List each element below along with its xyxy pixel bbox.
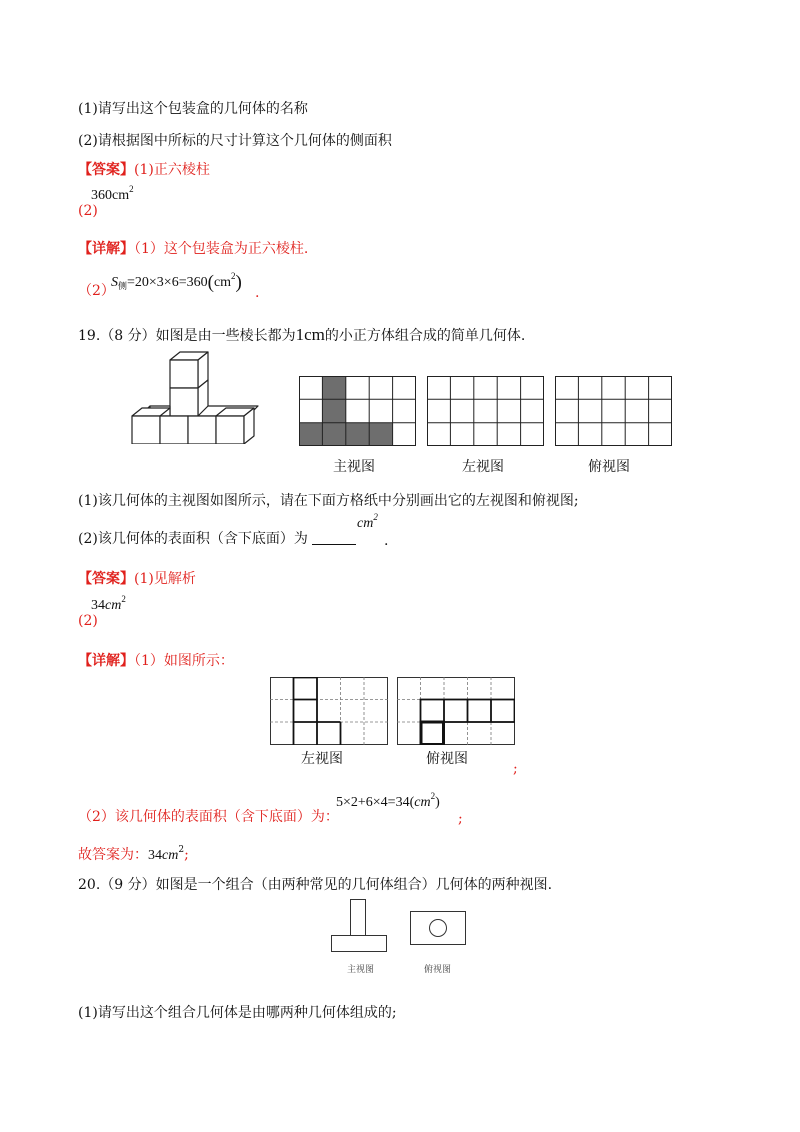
q19-answer: 【答案】(1)见解析: [78, 571, 196, 587]
q18-detail2-end: .: [255, 285, 260, 301]
q19-part2: (2)该几何体的表面积（含下底面）为: [78, 530, 360, 548]
q19-answer2-prefix: (2): [78, 613, 98, 629]
q19-stem: 19.（8 分）如图是由一些棱长都为1cm的小正方体组合成的简单几何体.: [78, 325, 526, 344]
answer-part1: (1)正六棱柱: [134, 162, 210, 178]
q19-front-view-grid: [299, 376, 416, 446]
q18-answer: [78, 161, 210, 179]
q19-label-top: 俯视图: [588, 458, 630, 474]
q20-label-top: 俯视图: [424, 965, 452, 975]
q18-detail1: 【详解】（1）这个包装盒为正六棱柱.: [78, 241, 309, 257]
q19-top-view-grid: [555, 376, 672, 446]
q19-detail2-end: ;: [458, 811, 463, 827]
q18-answer2-prefix: (2): [78, 203, 98, 219]
q19-final: 故答案为：$34cm^2$;: [78, 845, 189, 863]
q19-edge-length: 1cm: [295, 325, 325, 344]
q19-label-left: 左视图: [462, 458, 504, 474]
q19-detail2-formula: $5\times 2+6\times 4=34(cm^2)$: [336, 791, 440, 810]
q19-part1: (1)该几何体的主视图如图所示，请在下面方格纸中分别画出它的左视图和俯视图;: [78, 493, 579, 509]
answer-blank: [312, 532, 356, 545]
q19-detail-left-view: [270, 677, 388, 745]
q18-part2: (2)请根据图中所标的尺寸计算这个几何体的侧面积: [78, 133, 392, 149]
q18-part1: (1)请写出这个包装盒的几何体的名称: [78, 101, 308, 117]
q20-part1: (1)请写出这个组合几何体是由哪两种几何体组成的;: [78, 1005, 397, 1021]
q19-detail-left-label: 左视图: [301, 750, 343, 766]
answer-label: 【答案】: [78, 162, 134, 178]
q19-part2-unit: $cm^2$: [357, 512, 378, 531]
q20-stem: 20.（9 分）如图是一个组合（由两种常见的几何体组合）几何体的两种视图.: [78, 877, 553, 893]
q18-answer2-value: $360cm^2$: [91, 184, 134, 203]
q19-detail2: （2）该几何体的表面积（含下底面）为：: [78, 809, 339, 825]
q19-part2-end: .: [384, 533, 389, 549]
q18-detail2-prefix: （2）: [78, 283, 115, 299]
q20-label-front: 主视图: [347, 965, 375, 975]
detail-label: 【详解】: [78, 241, 134, 257]
q19-detail-top-label: 俯视图: [426, 750, 468, 766]
q20-front-view: [330, 898, 390, 954]
q19-label-front: 主视图: [333, 458, 375, 474]
q19-detail-top-view: [397, 677, 515, 745]
q19-answer2-value: $34cm^2$: [91, 594, 126, 613]
q19-detail-semicolon: ;: [513, 761, 518, 777]
q19-cube-figure: [128, 350, 268, 444]
q19-detail1: 【详解】（1）如图所示：: [78, 653, 234, 669]
q18-detail2-formula: $S_侧=20\times 3\times 6=360(cm^2)$: [111, 271, 242, 293]
q20-top-view: [409, 910, 467, 946]
q19-left-view-grid: [427, 376, 544, 446]
